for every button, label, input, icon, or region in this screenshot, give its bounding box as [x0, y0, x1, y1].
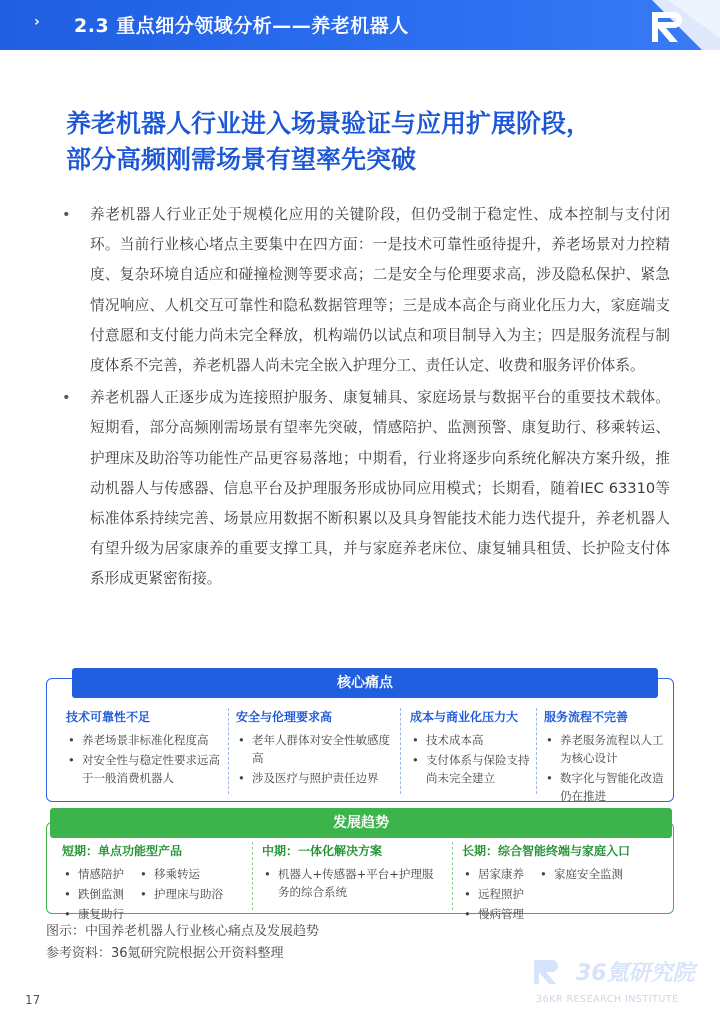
trend-column-head: 长期：综合智能终端与家庭入口	[462, 844, 631, 858]
pain-divider	[536, 708, 537, 794]
pain-item: • 数字化与智能化改造仍在推进	[546, 771, 664, 803]
pain-column	[236, 708, 394, 787]
pain-item: • 涉及医疗与照护责任边界	[238, 771, 379, 785]
trend-column	[262, 842, 442, 901]
trend-item: • 情感陪护	[64, 867, 124, 881]
pain-column-head: 技术可靠性不足	[66, 710, 151, 724]
trend-item: • 家庭安全监测	[540, 867, 623, 881]
pain-item: • 养老场景非标准化程度高	[68, 733, 209, 747]
pain-column-head: 成本与商业化压力大	[410, 710, 519, 724]
pain-column	[410, 708, 534, 787]
pain-divider	[228, 708, 229, 794]
headline-line-1: 养老机器人行业进入场景验证与应用扩展阶段，	[66, 109, 592, 138]
trend-list	[538, 865, 623, 923]
pain-item: • 支付体系与保险支持尚未完全建立	[412, 753, 530, 785]
trend-divider	[252, 842, 253, 910]
36kr-research-watermark-logo	[532, 954, 702, 1006]
trend-item: • 康复助行	[64, 907, 124, 921]
watermark-brand: 36氪研究院	[576, 961, 695, 986]
trends-title: 发展趋势	[333, 815, 389, 831]
bullet-text: 养老机器人正逐步成为连接照护服务、康复辅具、家庭场景与数据平台的重要技术载体。短期看，部分高频刚需场景有望率先突破，情感陪护、监测预警、康复助行、移乘转运、护理床及助浴等功能性产品更容易落地；中期看，行业将逐步向系统化解决方案升级，推动机器人与传感器、信息平台及护理服务形成协同应用模式；长期看，随着IEC 63310等标准体系持续完善、场景应用数据不断积累以及具身智能技术能力迭代提升，养老机器人有望升级为居家康养的重要支撑工具，并与家庭养老床位、康复辅具租赁、长护险支付体系形成更紧密衔接。	[90, 389, 670, 588]
trend-column-head: 短期：单点功能型产品	[62, 844, 183, 858]
page-header	[0, 0, 720, 50]
pain-divider	[400, 708, 401, 794]
trend-item: • 慢病管理	[464, 907, 524, 921]
pain-item: • 老年人群体对安全性敏感度高	[238, 733, 390, 765]
trend-list	[138, 865, 223, 923]
pain-item: • 技术成本高	[412, 733, 484, 747]
chevron-right-icon: ›	[34, 14, 40, 30]
36kr-logo-icon	[590, 0, 720, 50]
watermark-sub: 36KR RESEARCH INSTITUTE	[536, 994, 679, 1005]
pain-column	[66, 708, 226, 787]
figure-source: 参考资料：36氪研究院根据公开资料整理	[46, 946, 284, 961]
bullet-list	[62, 200, 670, 595]
headline-line-2: 部分高频刚需场景有望率先突破	[66, 145, 417, 174]
trend-item: • 移乘转运	[140, 867, 200, 881]
pain-column-head: 服务流程不完善	[544, 710, 629, 724]
trend-item: • 护理床与助浴	[140, 887, 223, 901]
figure-title: 图示：中国养老机器人行业核心痛点及发展趋势	[46, 924, 320, 939]
trend-column	[462, 842, 668, 923]
pain-item: • 养老服务流程以人工为核心设计	[546, 733, 664, 765]
bullet-dot: •	[62, 206, 71, 223]
trend-list	[462, 865, 524, 923]
trend-column-head: 中期：一体化解决方案	[262, 844, 383, 858]
bullet-dot: •	[62, 389, 71, 407]
trend-list	[62, 865, 124, 923]
pain-points-title: 核心痛点	[337, 675, 393, 691]
pain-column	[544, 708, 668, 805]
trend-item: • 机器人+传感器+平台+护理服务的综合系统	[264, 867, 434, 899]
trend-divider	[452, 842, 453, 910]
section-title: 2.3 重点细分领域分析——养老机器人	[74, 15, 409, 37]
page-number: 17	[25, 993, 41, 1007]
bullet-item	[62, 383, 670, 594]
trend-item: • 跌倒监测	[64, 887, 124, 901]
figure-caption	[46, 921, 319, 965]
trend-column	[62, 842, 250, 923]
trend-item: • 居家康养	[464, 867, 524, 881]
headline	[66, 106, 686, 178]
pain-column-head: 安全与伦理要求高	[236, 710, 333, 724]
pain-item: • 对安全性与稳定性要求远高于一般消费机器人	[68, 753, 220, 785]
bullet-text: 养老机器人行业正处于规模化应用的关键阶段，但仍受制于稳定性、成本控制与支付闭环。当前行业核心堵点主要集中在四方面：一是技术可靠性亟待提升，养老场景对力控精度、复杂环境自适应和碰撞检测等要求高；二是安全与伦理要求高，涉及隐私保护、紧急情况响应、人机交互可靠性和隐私数据管理等；三是成本高企与商业化压力大，家庭端支付意愿和支付能力尚未完全释放，机构端仍以试点和项目制导入为主；四是服务流程与制度体系不完善，养老机器人尚未完全嵌入护理分工、责任认定、收费和服务评价体系。	[90, 206, 670, 375]
bullet-item	[62, 200, 670, 381]
trend-item: • 远程照护	[464, 887, 524, 901]
